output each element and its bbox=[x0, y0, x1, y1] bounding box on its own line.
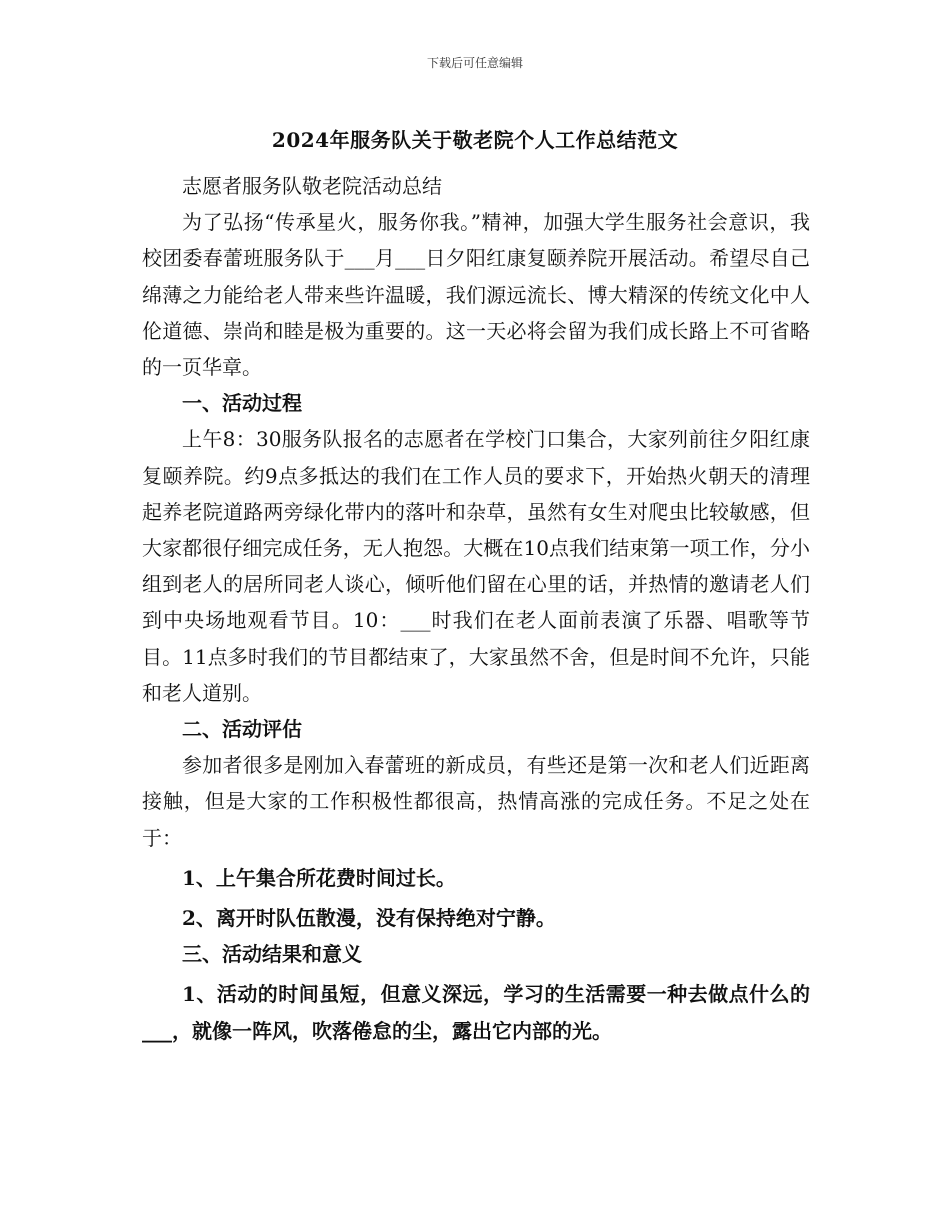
list-item-shortcoming-2: 2、离开时队伍散漫，没有保持绝对宁静。 bbox=[182, 906, 556, 931]
document-body bbox=[142, 168, 810, 1049]
section-heading-evaluation: 二、活动评估 bbox=[182, 717, 302, 742]
paragraph-process: 上午8：30服务队报名的志愿者在学校门口集合，大家列前往夕阳红康复颐养院。约9点多抵达的我们在工作人员的要求下，开始热火朝天的清理起养老院道路两旁绿化带内的落叶和杂草，虽然有女生对爬虫比较敏感，但大家都很仔细完成任务，无人抱怨。大概在10点我们结束第一项工作，分小组到老人的居所同老人谈心，倾听他们留在心里的话，并热情的邀请老人们到中央场地观看节目。10：___时我们在老人面前表演了乐器、唱歌等节目。11点多时我们的节目都结束了，大家虽然不舍，但是时间不允许，只能和老人道别。 bbox=[142, 427, 810, 705]
paragraph-evaluation: 参加者很多是刚加入春蕾班的新成员，有些还是第一次和老人们近距离接触，但是大家的工作积极性都很高，热情高涨的完成任务。不足之处在于： bbox=[142, 753, 810, 850]
paragraph-subtitle: 志愿者服务队敬老院活动总结 bbox=[182, 174, 442, 198]
list-item-shortcoming-1: 1、上午集合所花费时间过长。 bbox=[182, 865, 456, 890]
paragraph-intro: 为了弘扬“传承星火，服务你我。”精神，加强大学生服务社会意识，我校团委春蕾班服务队于___月___日夕阳红康复颐养院开展活动。希望尽自己绵薄之力能给老人带来些许温暖，我们源远流长、博大精深的传统文化中人伦道德、崇尚和睦是极为重要的。这一天必将会留为我们成长路上不可省略的一页华章。 bbox=[142, 210, 810, 380]
document-title: 2024年服务队关于敬老院个人工作总结范文 bbox=[271, 128, 679, 152]
section-heading-results: 三、活动结果和意义 bbox=[182, 942, 362, 967]
paragraph-results-1: 1、活动的时间虽短，但意义深远，学习的生活需要一种去做点什么的___，就像一阵风，吹落倦怠的尘，露出它内部的光。 bbox=[142, 982, 810, 1043]
header-note: 下载后可任意编辑 bbox=[426, 56, 523, 70]
section-heading-process: 一、活动过程 bbox=[182, 391, 302, 416]
